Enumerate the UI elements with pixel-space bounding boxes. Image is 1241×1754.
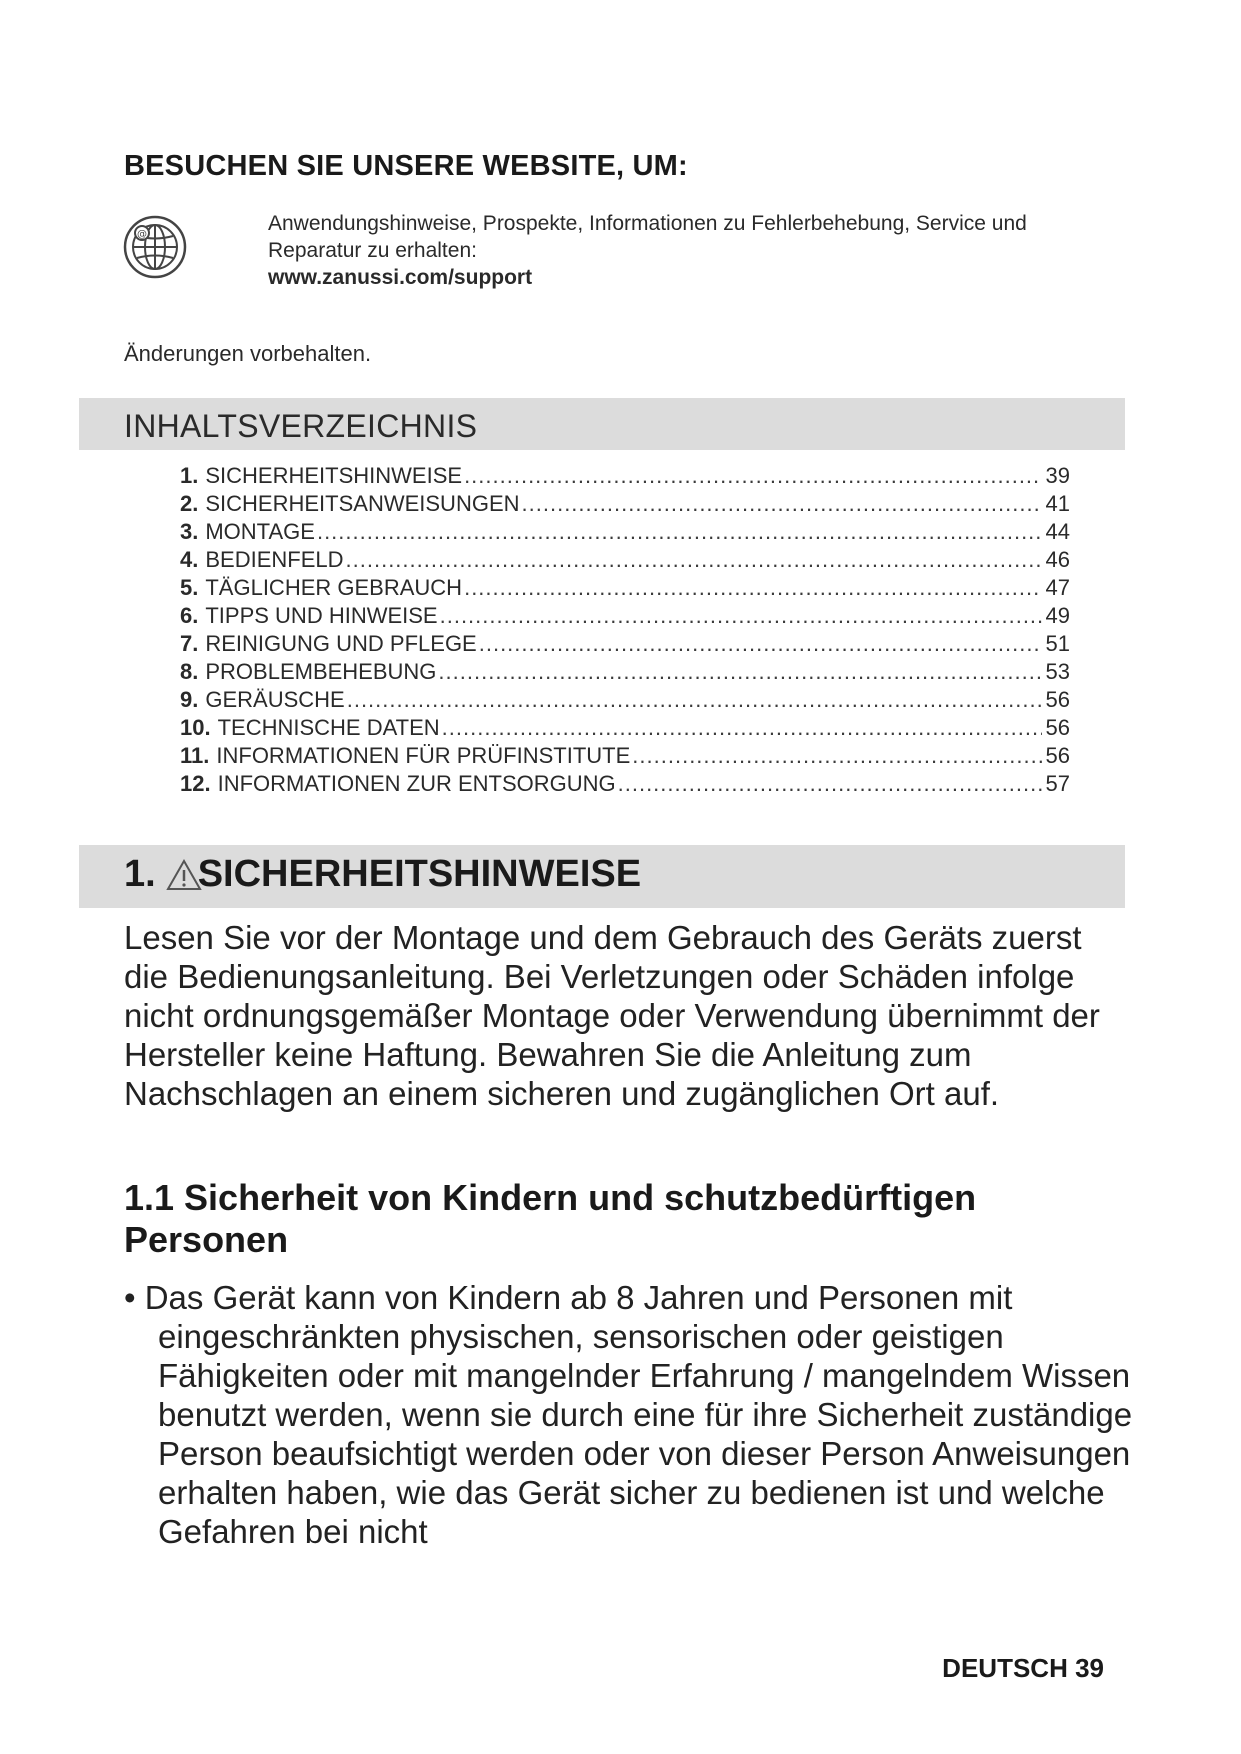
toc-dot-leader bbox=[464, 575, 1041, 601]
toc-item[interactable] bbox=[180, 519, 1070, 547]
toc-item[interactable] bbox=[180, 491, 1070, 519]
toc-dot-leader bbox=[438, 659, 1041, 685]
toc-item-page: 41 bbox=[1045, 491, 1070, 516]
visit-description bbox=[268, 210, 1108, 291]
toc-item-number: 6. bbox=[180, 603, 199, 628]
toc-dot-leader bbox=[442, 715, 1042, 741]
toc-item-page: 49 bbox=[1045, 603, 1070, 628]
toc-item-page: 56 bbox=[1045, 715, 1070, 740]
toc-item[interactable] bbox=[180, 687, 1070, 715]
toc-item[interactable] bbox=[180, 547, 1070, 575]
toc-item[interactable] bbox=[180, 715, 1070, 743]
toc-item-label: TIPPS UND HINWEISE bbox=[205, 603, 438, 628]
toc-dot-leader bbox=[522, 491, 1042, 517]
toc-item-page: 51 bbox=[1045, 631, 1070, 656]
toc-item-number: 12. bbox=[180, 771, 211, 796]
toc-item-number: 1. bbox=[180, 463, 199, 488]
changes-note: Änderungen vorbehalten. bbox=[124, 341, 372, 366]
visit-text: Anwendungshinweise, Prospekte, Informationen zu Fehlerbehebung, Service und Reparatur zu erhalten: bbox=[268, 212, 1027, 262]
toc-item-page: 46 bbox=[1045, 547, 1070, 572]
warning-triangle-icon bbox=[166, 858, 202, 892]
toc-title: INHALTSVERZEICHNIS bbox=[124, 408, 478, 444]
toc-item-page: 57 bbox=[1045, 771, 1070, 796]
toc-dot-leader bbox=[618, 771, 1042, 797]
svg-text:@: @ bbox=[137, 229, 147, 240]
toc-item-number: 10. bbox=[180, 715, 211, 740]
toc-dot-leader bbox=[346, 547, 1042, 573]
toc-item[interactable] bbox=[180, 631, 1070, 659]
toc-item-page: 53 bbox=[1045, 659, 1070, 684]
section-number: 1. bbox=[124, 853, 156, 895]
toc-item[interactable] bbox=[180, 575, 1070, 603]
toc-item-number: 9. bbox=[180, 687, 199, 712]
toc-item[interactable] bbox=[180, 659, 1070, 687]
toc-item-number: 11. bbox=[180, 743, 210, 768]
toc-dot-leader bbox=[464, 463, 1041, 489]
toc-dot-leader bbox=[317, 519, 1042, 545]
toc-dot-leader bbox=[347, 687, 1042, 713]
toc-item-page: 56 bbox=[1045, 687, 1070, 712]
toc-item-label: TÄGLICHER GEBRAUCH bbox=[205, 575, 463, 600]
toc-dot-leader bbox=[440, 603, 1042, 629]
table-of-contents bbox=[180, 463, 1070, 799]
toc-item-label: GERÄUSCHE bbox=[205, 687, 345, 712]
safety-intro-paragraph: Lesen Sie vor der Montage und dem Gebrauch des Geräts zuerst die Bedienungsanleitung. Bei Verletzungen oder Schäden infolge nicht ordnungsgemäßer Montage oder Verwendung übernimmt der Hersteller keine Haftung. Bewahren Sie die Anleitung zum Nachschlagen an einem sicheren und zugänglichen Ort auf. bbox=[124, 919, 1100, 1112]
toc-item-page: 47 bbox=[1045, 575, 1070, 600]
toc-item[interactable] bbox=[180, 463, 1070, 491]
toc-item-label: MONTAGE bbox=[205, 519, 315, 544]
toc-item-label: REINIGUNG UND PFLEGE bbox=[205, 631, 477, 656]
toc-dot-leader bbox=[479, 631, 1042, 657]
toc-item-label: INFORMATIONEN FÜR PRÜFINSTITUTE bbox=[216, 743, 631, 768]
page-footer: DEUTSCH 39 bbox=[942, 1653, 1104, 1683]
toc-item-number: 7. bbox=[180, 631, 199, 656]
toc-item-page: 39 bbox=[1045, 463, 1070, 488]
toc-item-label: BEDIENFELD bbox=[205, 547, 344, 572]
toc-item-page: 56 bbox=[1045, 743, 1070, 768]
toc-item[interactable] bbox=[180, 771, 1070, 799]
subsection-heading: 1.1 Sicherheit von Kindern und schutzbedürftigen Personen bbox=[124, 1177, 977, 1260]
toc-item-label: SICHERHEITSANWEISUNGEN bbox=[205, 491, 520, 516]
toc-item-label: SICHERHEITSHINWEISE bbox=[205, 463, 463, 488]
visit-website-heading: BESUCHEN SIE UNSERE WEBSITE, UM: bbox=[124, 150, 688, 182]
toc-item[interactable] bbox=[180, 603, 1070, 631]
toc-item-number: 2. bbox=[180, 491, 199, 516]
toc-item-label: TECHNISCHE DATEN bbox=[217, 715, 440, 740]
section-1-title bbox=[124, 853, 641, 896]
toc-item-number: 8. bbox=[180, 659, 199, 684]
toc-item[interactable] bbox=[180, 743, 1070, 771]
bullet-paragraph: • Das Gerät kann von Kindern ab 8 Jahren und Personen mit eingeschränkten physischen, sensorischen oder geistigen Fähigkeiten oder mit mangelnder Erfahrung / mangelndem Wissen benutzt werden, wenn sie durch eine für ihre Sicherheit zuständige Person beaufsichtigt werden oder von dieser Person Anweisungen erhalten haben, wie das Gerät sicher zu bedienen ist und welche Gefahren bei nicht bbox=[124, 1279, 1133, 1550]
toc-item-number: 4. bbox=[180, 547, 199, 572]
globe-icon bbox=[122, 214, 188, 280]
toc-item-number: 3. bbox=[180, 519, 199, 544]
section-title-text: SICHERHEITSHINWEISE bbox=[197, 853, 642, 895]
toc-item-number: 5. bbox=[180, 575, 199, 600]
support-link[interactable]: www.zanussi.com/support bbox=[268, 266, 533, 289]
toc-item-page: 44 bbox=[1045, 519, 1070, 544]
toc-dot-leader bbox=[632, 743, 1041, 769]
toc-item-label: PROBLEMBEHEBUNG bbox=[205, 659, 437, 684]
toc-item-label: INFORMATIONEN ZUR ENTSORGUNG bbox=[217, 771, 616, 796]
